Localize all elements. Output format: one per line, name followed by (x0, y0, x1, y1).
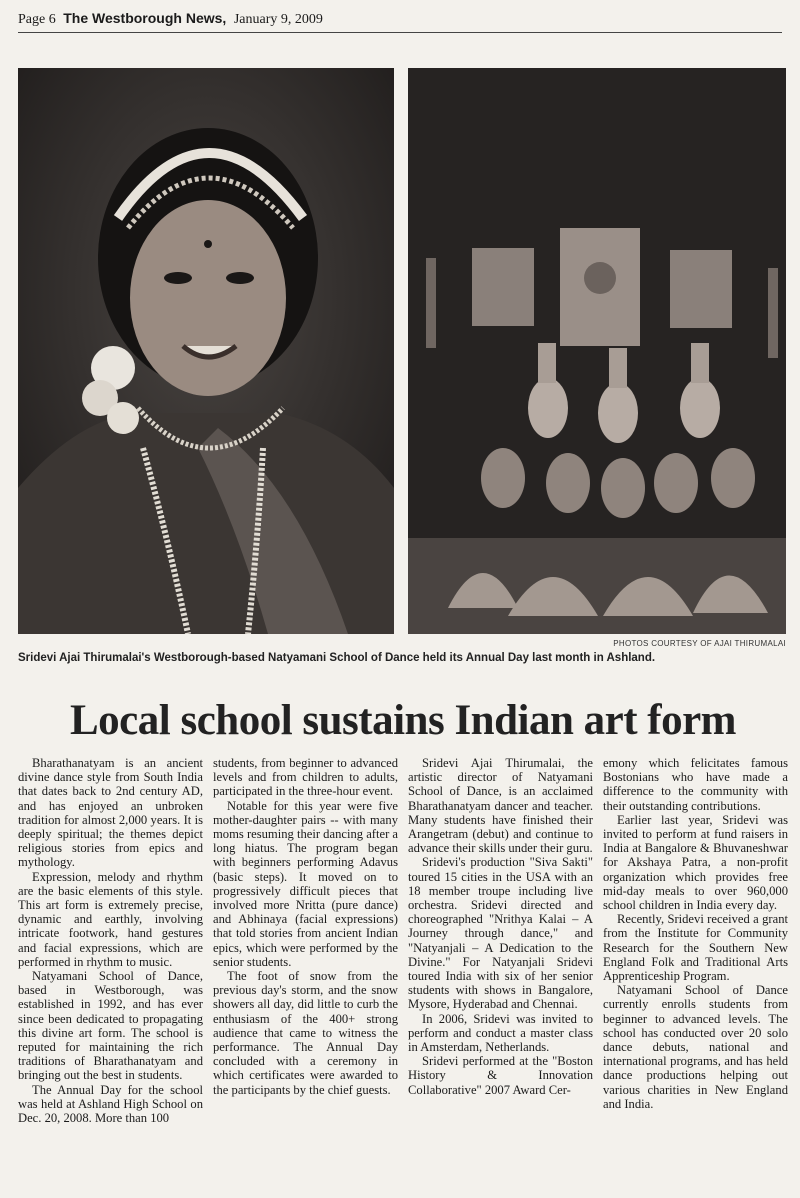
newspaper-name: The Westborough News, (63, 10, 227, 26)
paragraph: Sridevi's production "Siva Sakti" toured 15 cities in the USA with an 18 member troupe including live orchestra. Sridevi directed and choreographed "Nrithya Kalai – A Journey through dance," and "Natyanjali – A Dedication to the Divine." For Natyanjali Sridevi toured India with six of her senior students with shows in Bangalore, Mysore, Hyderabad and Chennai. (408, 855, 593, 1012)
paragraph: In 2006, Sridevi was invited to perform and conduct a master class in Amsterdam, Netherlands. (408, 1011, 593, 1055)
photo-credit: PHOTOS COURTESY OF AJAI THIRUMALAI (613, 639, 786, 648)
page-number: Page 6 (18, 12, 56, 27)
paragraph: Sridevi performed at the "Boston History & Innovation Collaborative" 2007 Award Cer- (408, 1054, 593, 1097)
article-column-1 (18, 756, 203, 1192)
paragraph: Sridevi Ajai Thirumalai, the artistic director of Natyamani School of Dance, is an acclaimed Bharathanatyam dancer and teacher. Many students have finished their Arangetram (debut) and continue to advance their skills under their guru. (408, 756, 593, 856)
paragraph: Natyamani School of Dance, based in Westborough, was established in 1992, and has ever since been dedicated to propagating this divine art form. The school is reputed for maintaining the rich traditions of Bharathanatyam and bringing out the best in students. (18, 969, 203, 1083)
article-body (18, 756, 788, 1192)
annual-day-group-photo (408, 68, 786, 634)
paragraph: Expression, melody and rhythm are the basic elements of this style. This art form is extremely precise, dynamic and earthly, involving intricate footwork, hand gestures and facial expressions, which are performed in rhythm to music. (18, 869, 203, 969)
paragraph: Notable for this year were five mother-daughter pairs -- with many moms resuming their dancing after a long hiatus. The program began with beginners performing Adavus (basic steps). It moved on to progressively difficult pieces that involved more Nritta (pure dance) and Abhinaya (facial expressions) that told stories from ancient Indian epics, which were performed by the senior students. (213, 798, 398, 969)
article-headline: Local school sustains Indian art form (70, 697, 736, 744)
paragraph: emony which felicitates famous Bostonians who have made a difference to the community with their outstanding contributions. (603, 756, 788, 813)
issue-date: January 9, 2009 (233, 12, 323, 27)
article-column-2 (213, 756, 398, 1192)
paragraph: students, from beginner to advanced levels and from children to adults, participated in the three-hour event. (213, 756, 398, 799)
paragraph: Natyamani School of Dance currently enrolls students from beginner to advanced levels. The school has conducted over 20 solo dance debuts, national and international programs, and has held dance productions helping out various charities in New England and India. (603, 983, 788, 1111)
article-column-4 (603, 756, 788, 1192)
photo-caption: Sridevi Ajai Thirumalai's Westborough-based Natyamani School of Dance held its Annual Day last month in Ashland. (18, 652, 656, 664)
paragraph: The foot of snow from the previous day's storm, and the snow showers all day, did little to curb the enthusiasm of the 400+ strong audience that came to witness the performance. The Annual Day concluded with a ceremony in which certificates were awarded to the participants by the chief guests. (213, 969, 398, 1097)
dancer-portrait-photo (18, 68, 394, 634)
paragraph: The Annual Day for the school was held at Ashland High School on Dec. 20, 2008. More than 100 (18, 1082, 203, 1126)
article-column-3 (408, 756, 593, 1192)
paragraph: Earlier last year, Sridevi was invited to perform at fund raisers in India at Bangalore & Bhuvaneshwar for Akshaya Patra, a non-profit organization which provides free mid-day meals to over 960,000 school children in India every day. (603, 812, 788, 913)
paragraph: Recently, Sridevi received a grant from the Institute for Community Research for the Southern New England Folk and Traditional Arts Apprenticeship Program. (603, 912, 788, 984)
paragraph: Bharathanatyam is an ancient divine dance style from South India that dates back to 2nd century AD, and has enjoyed an unbroken tradition for almost 2,000 years. It is deeply spiritual; the themes depict religious stories from epics and mythology. (18, 756, 203, 870)
page-folio (18, 10, 782, 33)
